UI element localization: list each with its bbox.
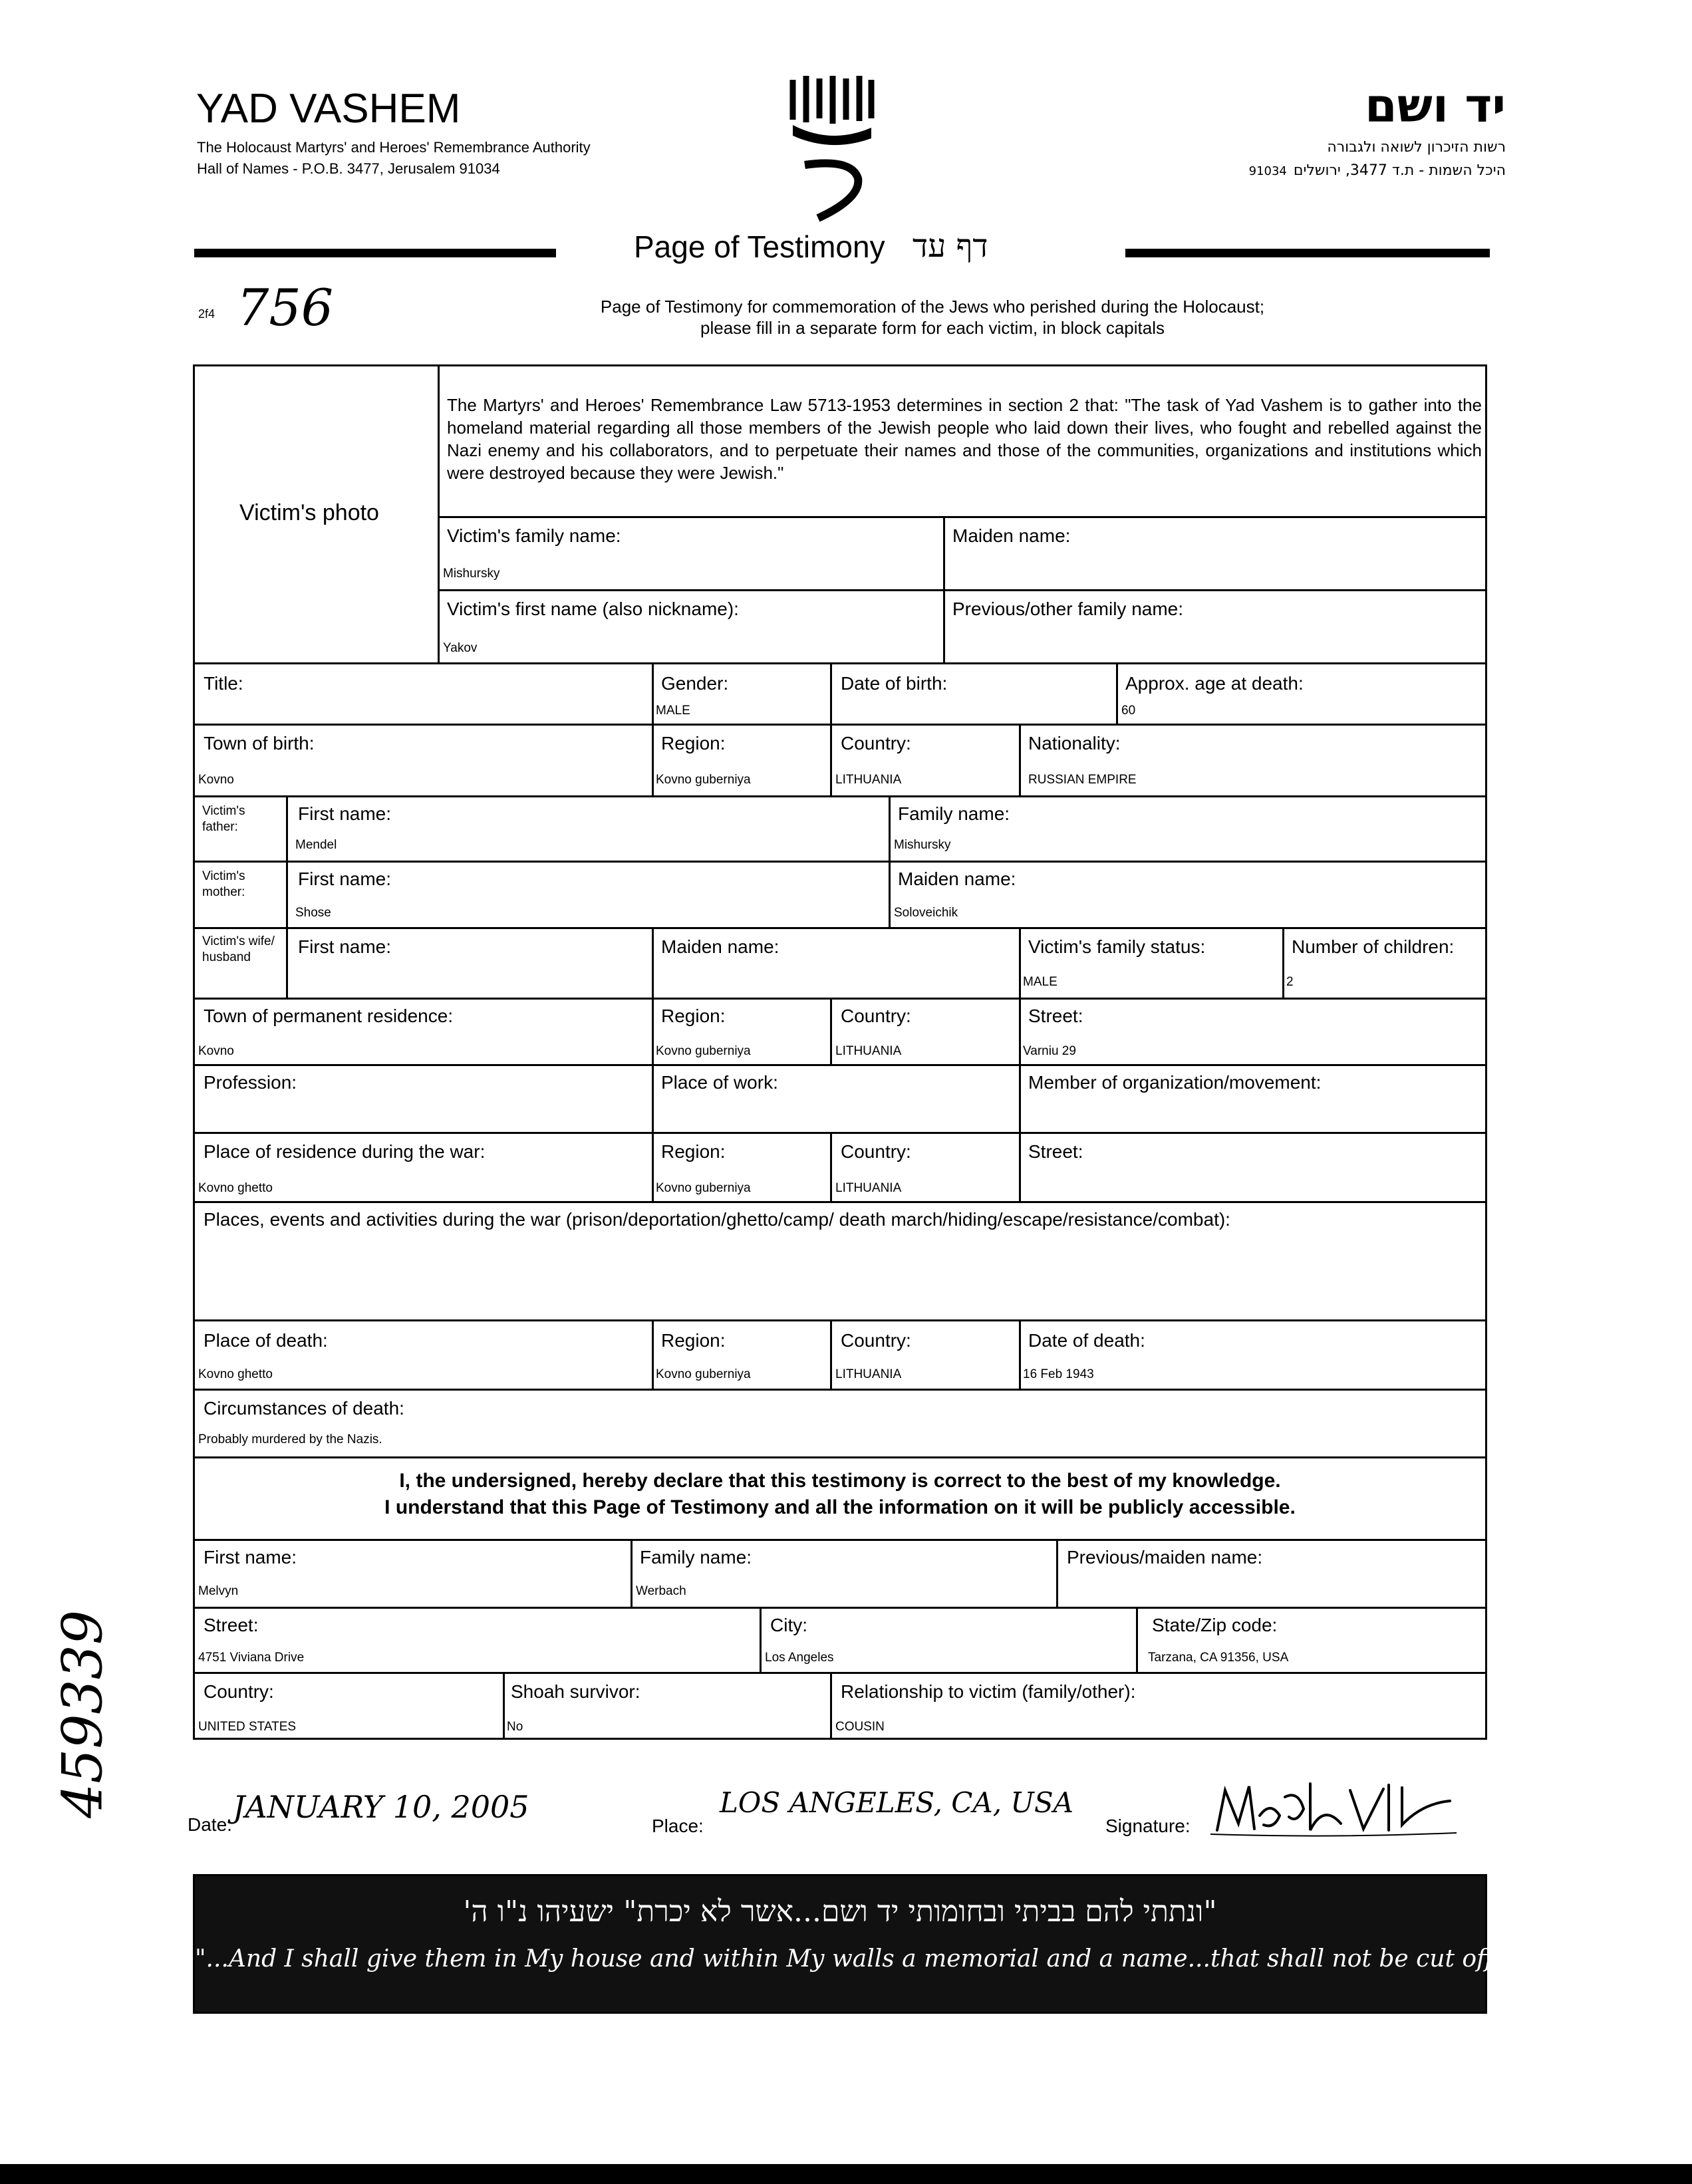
father-side-label: Victim's father:: [202, 804, 245, 834]
scan-bottom-border: [0, 2164, 1692, 2184]
form-title-hebrew: דף עד: [913, 227, 988, 265]
death-date-label: Date of death:: [1028, 1330, 1145, 1351]
submitter-family-name-value[interactable]: Werbach: [636, 1584, 686, 1598]
war-region-value[interactable]: Kovno guberniya: [656, 1181, 751, 1195]
birth-town-label: Town of birth:: [204, 733, 315, 753]
war-street-label: Street:: [1028, 1141, 1083, 1162]
victim-family-name-label: Victim's family name:: [447, 525, 621, 546]
age-value[interactable]: 60: [1121, 704, 1136, 718]
war-country-label: Country:: [841, 1141, 911, 1162]
family-status-label: Victim's family status:: [1028, 936, 1206, 957]
submitter-first-name-label: First name:: [204, 1547, 297, 1568]
declaration-line2: I understand that this Page of Testimony and all the information on it will be publicly accessible.: [384, 1496, 1296, 1518]
instructions-line1: Page of Testimony for commemoration of the Jews who perished during the Holocaust;: [600, 297, 1265, 317]
org-name-hebrew: יד ושם: [1365, 78, 1506, 133]
submitter-city-label: City:: [770, 1615, 807, 1635]
residence-street-value[interactable]: Varniu 29: [1023, 1044, 1076, 1058]
submitter-first-name-value[interactable]: Melvyn: [198, 1584, 239, 1598]
victim-family-name-value[interactable]: Mishursky: [443, 567, 500, 581]
instructions-line2: please fill in a separate form for each victim, in block capitals: [700, 318, 1165, 338]
submitter-street-value[interactable]: 4751 Viviana Drive: [198, 1651, 305, 1665]
birth-town-value[interactable]: Kovno: [198, 773, 234, 787]
victim-first-name-value[interactable]: Yakov: [443, 641, 478, 655]
submitter-country-value[interactable]: UNITED STATES: [198, 1720, 297, 1734]
title-label: Title:: [204, 673, 243, 694]
submitter-state-label: State/Zip code:: [1152, 1615, 1278, 1635]
submitter-city-value[interactable]: Los Angeles: [765, 1651, 834, 1665]
mother-first-name-value[interactable]: Shose: [295, 906, 331, 920]
death-country-value[interactable]: LITHUANIA: [835, 1367, 902, 1381]
victim-photo-label: Victim's photo: [239, 500, 379, 525]
father-family-name-label: Family name:: [898, 803, 1010, 824]
children-value[interactable]: 2: [1286, 975, 1294, 989]
footer-place-label: Place:: [652, 1816, 704, 1836]
victim-maiden-name-label: Maiden name:: [952, 525, 1071, 546]
org-zip: 91034: [1248, 164, 1287, 178]
residence-region-label: Region:: [661, 1006, 726, 1026]
death-date-value[interactable]: 16 Feb 1943: [1023, 1367, 1094, 1381]
spouse-first-name-label: First name:: [298, 936, 392, 957]
father-first-name-value[interactable]: Mendel: [295, 838, 337, 852]
relationship-value[interactable]: COUSIN: [835, 1720, 885, 1734]
page-code: 2f4: [198, 307, 215, 321]
mother-first-name-label: First name:: [298, 869, 392, 889]
place-of-work-label: Place of work:: [661, 1072, 778, 1093]
dob-label: Date of birth:: [841, 673, 948, 694]
birth-country-label: Country:: [841, 733, 911, 753]
footer-signature-label: Signature:: [1105, 1816, 1191, 1836]
footer-date-handwritten[interactable]: JANUARY 10, 2005: [233, 1789, 529, 1825]
footer-date-label: Date:: [188, 1814, 232, 1835]
war-residence-value[interactable]: Kovno ghetto: [198, 1181, 273, 1195]
submitter-country-label: Country:: [204, 1681, 274, 1702]
family-status-value[interactable]: MALE: [1023, 975, 1058, 989]
submitter-state-value[interactable]: Tarzana, CA 91356, USA: [1148, 1651, 1289, 1665]
mother-maiden-name-value[interactable]: Soloveichik: [894, 906, 958, 920]
org-subtitle: The Holocaust Martyrs' and Heroes' Remembrance Authority: [197, 139, 591, 156]
law-text: The Martyrs' and Heroes' Remembrance Law 5713-1953 determines in section 2 that: "The task of Yad Vashem is to gather into the homeland material regarding all those members of the Jewish people who laid down their lives, who fought and rebelled against the Nazi enemy and his collaborators, and to perpetuate their names and those of the communities, organizations and institutions which were destroyed because they were Jewish.": [447, 395, 1482, 483]
birth-region-label: Region:: [661, 733, 726, 753]
nationality-label: Nationality:: [1028, 733, 1121, 753]
nationality-value[interactable]: RUSSIAN EMPIRE: [1028, 773, 1137, 787]
mother-maiden-name-label: Maiden name:: [898, 869, 1016, 889]
residence-country-value[interactable]: LITHUANIA: [835, 1044, 902, 1058]
war-country-value[interactable]: LITHUANIA: [835, 1181, 902, 1195]
page-number-handwritten: 756: [237, 278, 334, 337]
war-residence-label: Place of residence during the war:: [204, 1141, 486, 1162]
birth-region-value[interactable]: Kovno guberniya: [656, 773, 751, 787]
submitter-previous-name-label: Previous/maiden name:: [1067, 1547, 1263, 1568]
father-first-name-label: First name:: [298, 803, 392, 824]
spouse-maiden-name-label: Maiden name:: [661, 936, 779, 957]
father-family-name-value[interactable]: Mishursky: [894, 838, 951, 852]
title-rule-right: [1125, 249, 1490, 257]
signature-handwritten[interactable]: [1210, 1777, 1463, 1843]
org-address: Hall of Names - P.O.B. 3477, Jerusalem 91034: [197, 160, 500, 177]
death-place-label: Place of death:: [204, 1330, 328, 1351]
death-country-label: Country:: [841, 1330, 911, 1351]
org-subtitle-hebrew: רשות הזיכרון לשואה ולגבורה: [1327, 139, 1506, 156]
org-name: YAD VASHEM: [196, 86, 461, 132]
survivor-label: Shoah survivor:: [511, 1681, 640, 1702]
death-region-value[interactable]: Kovno guberniya: [656, 1367, 751, 1381]
profession-label: Profession:: [204, 1072, 297, 1093]
death-circumstances-value[interactable]: Probably murdered by the Nazis.: [198, 1433, 382, 1446]
quote-english-line: [195, 1945, 1598, 1973]
mother-side-label: Victim's mother:: [202, 869, 245, 899]
submitter-family-name-label: Family name:: [640, 1547, 752, 1568]
residence-town-label: Town of permanent residence:: [204, 1006, 454, 1026]
children-label: Number of children:: [1292, 936, 1455, 957]
gender-label: Gender:: [661, 673, 729, 694]
spouse-side-label: Victim's wife/ husband: [202, 934, 275, 964]
death-region-label: Region:: [661, 1330, 726, 1351]
death-place-value[interactable]: Kovno ghetto: [198, 1367, 273, 1381]
quote-english: "...And I shall give them in My house and within My walls a memorial and a name...that shall not be cut off": [195, 1945, 1505, 1973]
war-region-label: Region:: [661, 1141, 726, 1162]
org-address-hebrew: היכל השמות - ת.ד 3477, ירושלים: [1293, 162, 1506, 179]
submitter-street-label: Street:: [204, 1615, 259, 1635]
quote-ref: Isaiah 56:5: [1515, 1954, 1598, 1971]
residence-town-value[interactable]: Kovno: [198, 1044, 234, 1058]
survivor-value[interactable]: No: [507, 1720, 523, 1734]
residence-country-label: Country:: [841, 1006, 911, 1026]
quote-hebrew: "ונתתי להם בביתי ובחומותי יד ושם...אשר לא יכרת" ישעיהו נ"ו ה': [463, 1895, 1217, 1929]
gender-value[interactable]: MALE: [656, 704, 690, 718]
title-rule-left: [194, 249, 556, 257]
age-label: Approx. age at death:: [1125, 673, 1304, 694]
org-address-hebrew-line: [1249, 162, 1506, 179]
victim-first-name-label: Victim's first name (also nickname):: [447, 599, 739, 619]
residence-street-label: Street:: [1028, 1006, 1083, 1026]
footer-place-handwritten[interactable]: LOS ANGELES, CA, USA: [720, 1786, 1073, 1819]
side-number-handwritten: 459339: [51, 1609, 115, 1819]
residence-region-value[interactable]: Kovno guberniya: [656, 1044, 751, 1058]
yad-vashem-logo: [778, 72, 885, 225]
war-events-label: Places, events and activities during the war (prison/deportation/ghetto/camp/ death march/hiding/escape/resistance/combat):: [204, 1209, 1230, 1230]
form-title: Page of Testimony: [634, 229, 885, 264]
declaration-line1: I, the undersigned, hereby declare that this testimony is correct to the best of my knowledge.: [399, 1470, 1281, 1492]
birth-country-value[interactable]: LITHUANIA: [835, 773, 902, 787]
quote-banner: [195, 1876, 1598, 2012]
victim-previous-name-label: Previous/other family name:: [952, 599, 1184, 619]
relationship-label: Relationship to victim (family/other):: [841, 1681, 1136, 1702]
organization-label: Member of organization/movement:: [1028, 1072, 1322, 1093]
death-circumstances-label: Circumstances of death:: [204, 1398, 404, 1419]
